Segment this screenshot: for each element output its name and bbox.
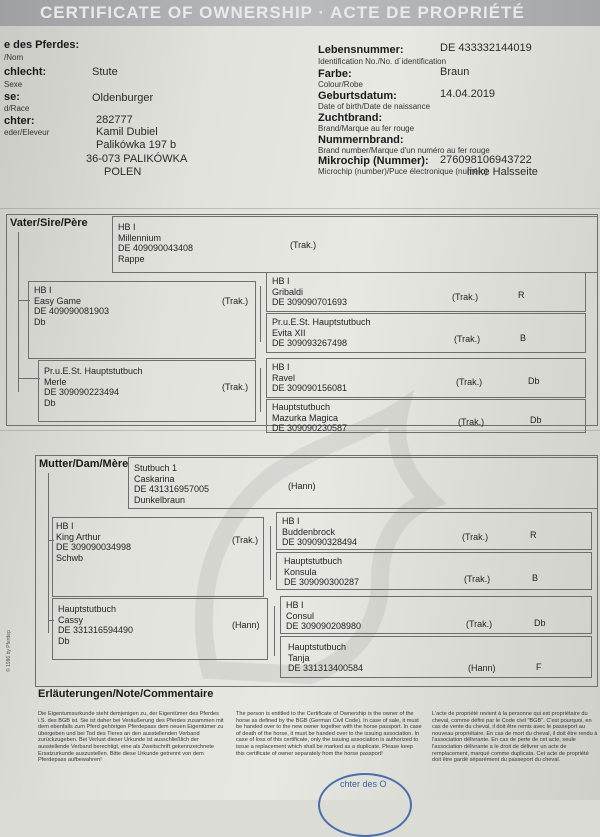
dam-granddam-breed: (Hann) xyxy=(232,620,260,630)
breed-label: se: xyxy=(4,91,20,103)
sire-ggs1-colour: R xyxy=(518,290,525,300)
breeder-street: Palikówka 197 b xyxy=(96,139,177,151)
notes-german: Die Eigentumsurkunde steht demjenigen zu, der Eigentümer des Pferdes i.S. des BGB ist. Sie ist daher bei Veräußerung des Pferdes zusammen mit dem ebenfalls zum Pferd gehörigen Pferdepass dem neuen Eigentümer zu übergeben und bei Tod des Tieres an den ausstellenden Verband zurückzugeben. Bei Verlust dieser Urkunde ist ausschließlich der ausstellende Verband berechtigt, eine als Zweitschrift gekennzeichnete Ersatzurkunde auszustellen. Bitte diese Urkunde getrennt von dem Pferdepass aufbewahren! xyxy=(38,711,224,764)
colour-value: Braun xyxy=(440,66,470,78)
breeder-country: POLEN xyxy=(104,166,142,178)
paper-fold xyxy=(0,208,600,209)
birth-date-value: 14.04.2019 xyxy=(440,88,496,100)
brand-sublabel: Brand/Marque au fer rouge xyxy=(318,124,415,133)
sire-ggs4-entry: Hauptstutbuch Mazurka Magica DE 309090230587 xyxy=(272,402,348,433)
life-number-value: DE 433332144019 xyxy=(440,42,532,54)
sire-ggs2-colour: B xyxy=(520,333,527,343)
sire-ggs1-breed: (Trak.) xyxy=(452,292,479,302)
dam-ggd3-entry: HB I Consul DE 309090208980 xyxy=(286,600,362,631)
dam-section-title: Mutter/Dam/Mère xyxy=(39,458,129,470)
sire-ggs2-entry: Pr.u.E.St. Hauptstutbuch Evita XII DE 309093267498 xyxy=(272,317,371,348)
dam-ggd1-entry: HB I Buddenbrock DE 309090328494 xyxy=(282,516,358,547)
sire-section-title: Vater/Sire/Père xyxy=(10,217,88,229)
brand-number-sublabel: Brand number/Marque d'un numéro au fer rouge xyxy=(318,146,490,155)
stamp-text: chter des O xyxy=(340,779,387,789)
dam-ggd1-colour: R xyxy=(530,530,537,540)
sire-ggs3-breed: (Trak.) xyxy=(456,377,483,387)
sex-label: chlecht: xyxy=(4,66,47,78)
breeder-city: 36-073 PALIKÓWKA xyxy=(86,153,188,165)
dam-ggd4-breed: (Hann) xyxy=(468,663,496,673)
dam-grandsire-entry: HB I King Arthur DE 309090034998 Schwb xyxy=(56,521,132,563)
life-number-sublabel: Identification No./No. d´identification xyxy=(318,57,447,66)
birth-date-sublabel: Date of birth/Date de naissance xyxy=(318,102,431,111)
microchip-sublabel: Microchip (number)/Puce électronique (numéro) xyxy=(318,167,488,176)
dam-ggd2-breed: (Trak.) xyxy=(464,574,491,584)
microchip-label: Mikrochip (Nummer): xyxy=(318,155,429,167)
brand-number-label: Nummernbrand: xyxy=(318,134,404,146)
dam-ggd4-colour: F xyxy=(536,662,542,672)
sire-grandsire-breed: (Trak.) xyxy=(222,296,249,306)
dam-ggd2-colour: B xyxy=(532,573,539,583)
dam-ggd2-entry: Hauptstutbuch Konsula DE 309090300287 xyxy=(284,556,360,587)
microchip-location: linke Halsseite xyxy=(467,166,538,178)
dam-ggd1-breed: (Trak.) xyxy=(462,532,489,542)
notes-english: The person is entitled to the Certificate of Ownership is the owner of the horse as defined by the BGB (German Civil Code). In case of sale, it must be handed over to the new owner together with the horse passport. In case of death of the horse, it must be handed over to the issuing association. In case of loss of this certificate, only the issuing association is authorized to issue a replacement which shall be marked as a duplicate. Please keep this certificate of owner separately from the horse passport! xyxy=(236,711,422,757)
horse-name-sublabel: /Nom xyxy=(4,53,24,62)
sire-ggs3-entry: HB I Ravel DE 309090156081 xyxy=(272,362,348,393)
sire-grandsire-entry: HB I Easy Game DE 409090081903 Db xyxy=(34,285,110,327)
printer-mark: © 1996 by Pferdep xyxy=(6,630,12,672)
dam-breed: (Hann) xyxy=(288,481,316,491)
brand-label: Zuchtbrand: xyxy=(318,112,383,124)
dam-ggd4-entry: Hauptstutbuch Tanja DE 331313400584 xyxy=(288,642,364,673)
notes-french: L'acte de propriété revient à la personne qui est propriétaire du cheval, comme défini par le Code civil "BGB". C'est pourquoi, en cas de vente du cheval, il doit être remis avec le passeport au nouveau propriétaire. En cas de mort du cheval, il doit être rendu à l'association délivrante. En cas de perte de cet acte, seule l'association délivrante a le droit de délivrer un acte de remplacement, marqué comme duplicata. Cet acte de propriété doit être gardé séparément du passeport du cheval. xyxy=(432,711,598,764)
sire-ggs4-breed: (Trak.) xyxy=(458,417,485,427)
sire-breed: (Trak.) xyxy=(290,240,317,250)
certificate-banner xyxy=(0,0,600,26)
dam-grandsire-breed: (Trak.) xyxy=(232,535,259,545)
sire-ggs1-entry: HB I Gribaldi DE 309090701693 xyxy=(272,276,348,307)
dam-ggd3-colour: Db xyxy=(534,618,546,628)
breeder-label: chter: xyxy=(4,115,35,127)
banner-title: CERTIFICATE OF OWNERSHIP · ACTE DE PROPRIÉTÉ xyxy=(40,3,525,22)
life-number-label: Lebensnummer: xyxy=(318,44,404,56)
sire-granddam-breed: (Trak.) xyxy=(222,382,249,392)
sire-entry: HB I Millennium DE 409090043408 Rappe xyxy=(118,222,194,264)
sire-ggs2-breed: (Trak.) xyxy=(454,334,481,344)
birth-date-label: Geburtsdatum: xyxy=(318,90,397,102)
sire-ggs3-colour: Db xyxy=(528,376,540,386)
breed-sublabel: d/Race xyxy=(4,104,30,113)
sire-ggs4-colour: Db xyxy=(530,415,542,425)
notes-title: Erläuterungen/Note/Commentaire xyxy=(38,688,214,700)
dam-entry: Stutbuch 1 Caskarina DE 431316957005 Dunkelbraun xyxy=(134,463,210,505)
breeder-number: 282777 xyxy=(96,114,133,126)
dam-ggd3-breed: (Trak.) xyxy=(466,619,493,629)
sire-granddam-entry: Pr.u.E.St. Hauptstutbuch Merle DE 309090223494 Db xyxy=(44,366,143,408)
colour-sublabel: Colour/Robe xyxy=(318,80,363,89)
sex-value: Stute xyxy=(92,66,118,78)
microchip-value: 276098106943722 xyxy=(440,154,532,166)
horse-name-label: e des Pferdes: xyxy=(4,39,80,51)
breed-value: Oldenburger xyxy=(92,92,154,104)
colour-label: Farbe: xyxy=(318,68,352,80)
breeder-sublabel: eder/Eleveur xyxy=(4,128,50,137)
breeder-name: Kamil Dubiel xyxy=(96,126,158,138)
sex-sublabel: Sexe xyxy=(4,80,23,89)
dam-granddam-entry: Hauptstutbuch Cassy DE 331316594490 Db xyxy=(58,604,134,646)
